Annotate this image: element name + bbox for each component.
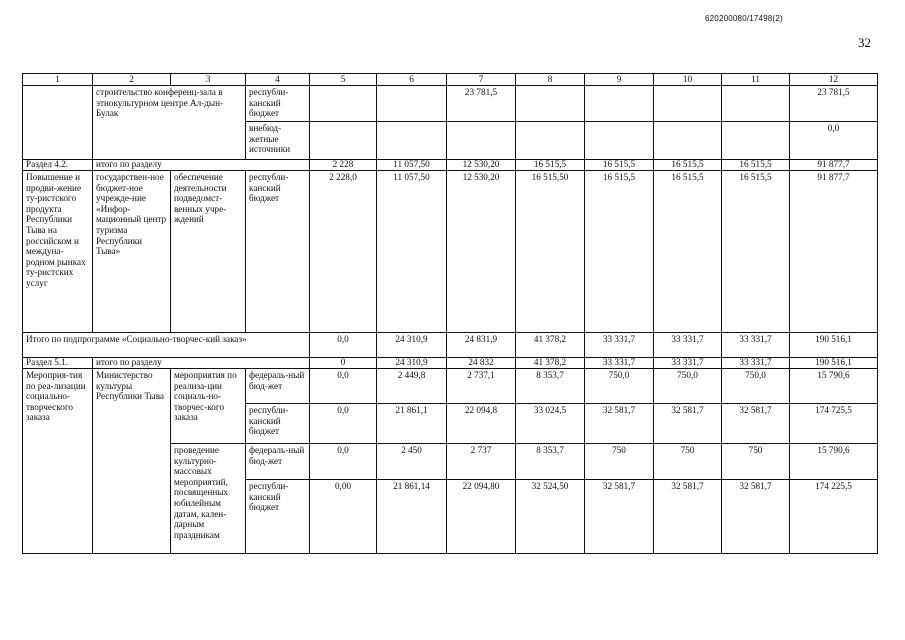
value-cell: 24 832	[447, 358, 516, 369]
value-cell: 24 831,9	[447, 333, 516, 358]
value-cell: 16 515,5	[654, 160, 722, 171]
value-cell: 2 737,1	[447, 369, 516, 404]
value-cell: 32 581,7	[722, 480, 790, 554]
value-cell: 24 310,9	[377, 333, 447, 358]
value-cell: 174 225,5	[790, 480, 878, 554]
column-number-row	[23, 74, 878, 86]
value-cell: 2 450	[377, 444, 447, 480]
value-cell: 16 515,50	[516, 171, 585, 333]
subprogram-total-label: Итого по подпрограмме «Социально-творчес-кий заказ»	[23, 333, 310, 358]
value-cell: 32 581,7	[654, 404, 722, 444]
value-cell: 11 057,50	[377, 171, 447, 333]
value-cell: 21 861,1	[377, 404, 447, 444]
page-number: 32	[858, 35, 871, 50]
value-cell: 21 861,14	[377, 480, 447, 554]
column-number: 7	[447, 74, 516, 86]
value-cell	[377, 86, 447, 122]
table-row	[23, 160, 878, 171]
value-cell: 16 515,5	[722, 171, 790, 333]
value-cell	[516, 122, 585, 160]
value-cell: 12 530,20	[447, 160, 516, 171]
section-total-label: итого по разделу	[93, 358, 310, 369]
budget-source-cell: внебюд-жетные источники	[246, 122, 310, 160]
value-cell: 750	[585, 444, 654, 480]
value-cell: 32 581,7	[585, 480, 654, 554]
value-cell	[447, 122, 516, 160]
value-cell: 750	[722, 444, 790, 480]
value-cell: 33 024,5	[516, 404, 585, 444]
value-cell: 12 530,20	[447, 171, 516, 333]
executor-cell: государствен-ное бюджет-ное учрежде-ние «Инфор-мационный центр туризма Республики Тыва»	[93, 171, 171, 333]
table-row	[23, 358, 878, 369]
value-cell: 2 228,0	[310, 171, 377, 333]
value-cell: 15 790,6	[790, 369, 878, 404]
value-cell	[585, 86, 654, 122]
value-cell: 91 877,7	[790, 160, 878, 171]
value-cell: 32 581,7	[585, 404, 654, 444]
column-number: 5	[310, 74, 377, 86]
program-cell: Мероприя-тия по реа-лизации социально-творческого заказа	[23, 369, 93, 554]
value-cell	[377, 122, 447, 160]
value-cell: 16 515,5	[516, 160, 585, 171]
budget-source-cell: республи-канский бюджет	[246, 480, 310, 554]
value-cell: 33 331,7	[585, 358, 654, 369]
value-cell: 32 524,50	[516, 480, 585, 554]
budget-source-cell: республи-канский бюджет	[246, 86, 310, 122]
document-id: 620200080/17498(2)	[705, 14, 783, 23]
value-cell: 16 515,5	[585, 171, 654, 333]
value-cell: 24 310,9	[377, 358, 447, 369]
value-cell	[654, 122, 722, 160]
value-cell: 15 790,6	[790, 444, 878, 480]
measure-cell: проведение культурно-массовых мероприятий, посвященных юбилейным датам, кален-дарным праздникам	[171, 444, 246, 554]
value-cell: 0,00	[310, 480, 377, 554]
value-cell	[722, 86, 790, 122]
value-cell: 33 331,7	[722, 358, 790, 369]
value-cell: 8 353,7	[516, 369, 585, 404]
table-row	[23, 333, 878, 358]
value-cell: 41 378,2	[516, 358, 585, 369]
table-row	[23, 171, 878, 333]
value-cell: 41 378,2	[516, 333, 585, 358]
value-cell	[310, 122, 377, 160]
value-cell: 16 515,5	[722, 160, 790, 171]
column-number: 11	[722, 74, 790, 86]
column-number: 8	[516, 74, 585, 86]
value-cell: 0,0	[310, 369, 377, 404]
value-cell: 750,0	[722, 369, 790, 404]
measure-cell: мероприятия по реализа-ции социаль-но-творчес-кого заказа	[171, 369, 246, 444]
value-cell: 91 877,7	[790, 171, 878, 333]
value-cell: 32 581,7	[722, 404, 790, 444]
value-cell	[585, 122, 654, 160]
column-number: 10	[654, 74, 722, 86]
budget-source-cell: республи-канский бюджет	[246, 404, 310, 444]
value-cell: 8 353,7	[516, 444, 585, 480]
value-cell: 22 094,80	[447, 480, 516, 554]
column-number: 4	[246, 74, 310, 86]
value-cell	[516, 86, 585, 122]
value-cell: 11 057,50	[377, 160, 447, 171]
section-label-cell: Раздел 5.1.	[23, 358, 93, 369]
column-number: 12	[790, 74, 878, 86]
section-total-label: итого по разделу	[93, 160, 310, 171]
column-number: 2	[93, 74, 171, 86]
value-cell: 33 331,7	[654, 333, 722, 358]
value-cell: 33 331,7	[585, 333, 654, 358]
column-number: 6	[377, 74, 447, 86]
value-cell	[722, 122, 790, 160]
measure-cell: строительство конференц-зала в этнокультурном центре Ал-дын-Булак	[93, 86, 246, 160]
value-cell: 190 516,1	[790, 358, 878, 369]
value-cell: 750,0	[585, 369, 654, 404]
value-cell: 33 331,7	[654, 358, 722, 369]
column-number: 3	[171, 74, 246, 86]
value-cell: 16 515,5	[654, 171, 722, 333]
value-cell: 23 781,5	[447, 86, 516, 122]
value-cell: 190 516,1	[790, 333, 878, 358]
value-cell: 22 094,8	[447, 404, 516, 444]
value-cell: 33 331,7	[722, 333, 790, 358]
value-cell: 0,0	[310, 444, 377, 480]
budget-source-cell: федераль-ный бюд-жет	[246, 444, 310, 480]
value-cell: 0,0	[310, 404, 377, 444]
value-cell: 2 449,8	[377, 369, 447, 404]
value-cell: 0	[310, 358, 377, 369]
budget-source-cell: федераль-ный бюд-жет	[246, 369, 310, 404]
value-cell: 750	[654, 444, 722, 480]
value-cell: 16 515,5	[585, 160, 654, 171]
budget-table	[22, 73, 878, 554]
value-cell: 32 581,7	[654, 480, 722, 554]
table-row	[23, 86, 878, 122]
value-cell: 750,0	[654, 369, 722, 404]
value-cell: 0,0	[310, 333, 377, 358]
column-number: 1	[23, 74, 93, 86]
budget-source-cell: республи-канский бюджет	[246, 171, 310, 333]
value-cell: 0,0	[790, 122, 878, 160]
value-cell: 23 781,5	[790, 86, 878, 122]
program-cell: Повышение и продви-жение ту-ристского продукта Республики Тыва на российском и междуна-родном рынках ту-ристских услуг	[23, 171, 93, 333]
value-cell: 2 228	[310, 160, 377, 171]
column-number: 9	[585, 74, 654, 86]
table-cell	[23, 86, 93, 160]
value-cell	[310, 86, 377, 122]
executor-cell: Министерство культуры Республики Тыва	[93, 369, 171, 554]
measure-cell: обеспечение деятельности подведомст-венных учре-ждений	[171, 171, 246, 333]
section-label-cell: Раздел 4.2.	[23, 160, 93, 171]
table-row	[23, 369, 878, 404]
value-cell	[654, 86, 722, 122]
value-cell: 2 737	[447, 444, 516, 480]
value-cell: 174 725,5	[790, 404, 878, 444]
